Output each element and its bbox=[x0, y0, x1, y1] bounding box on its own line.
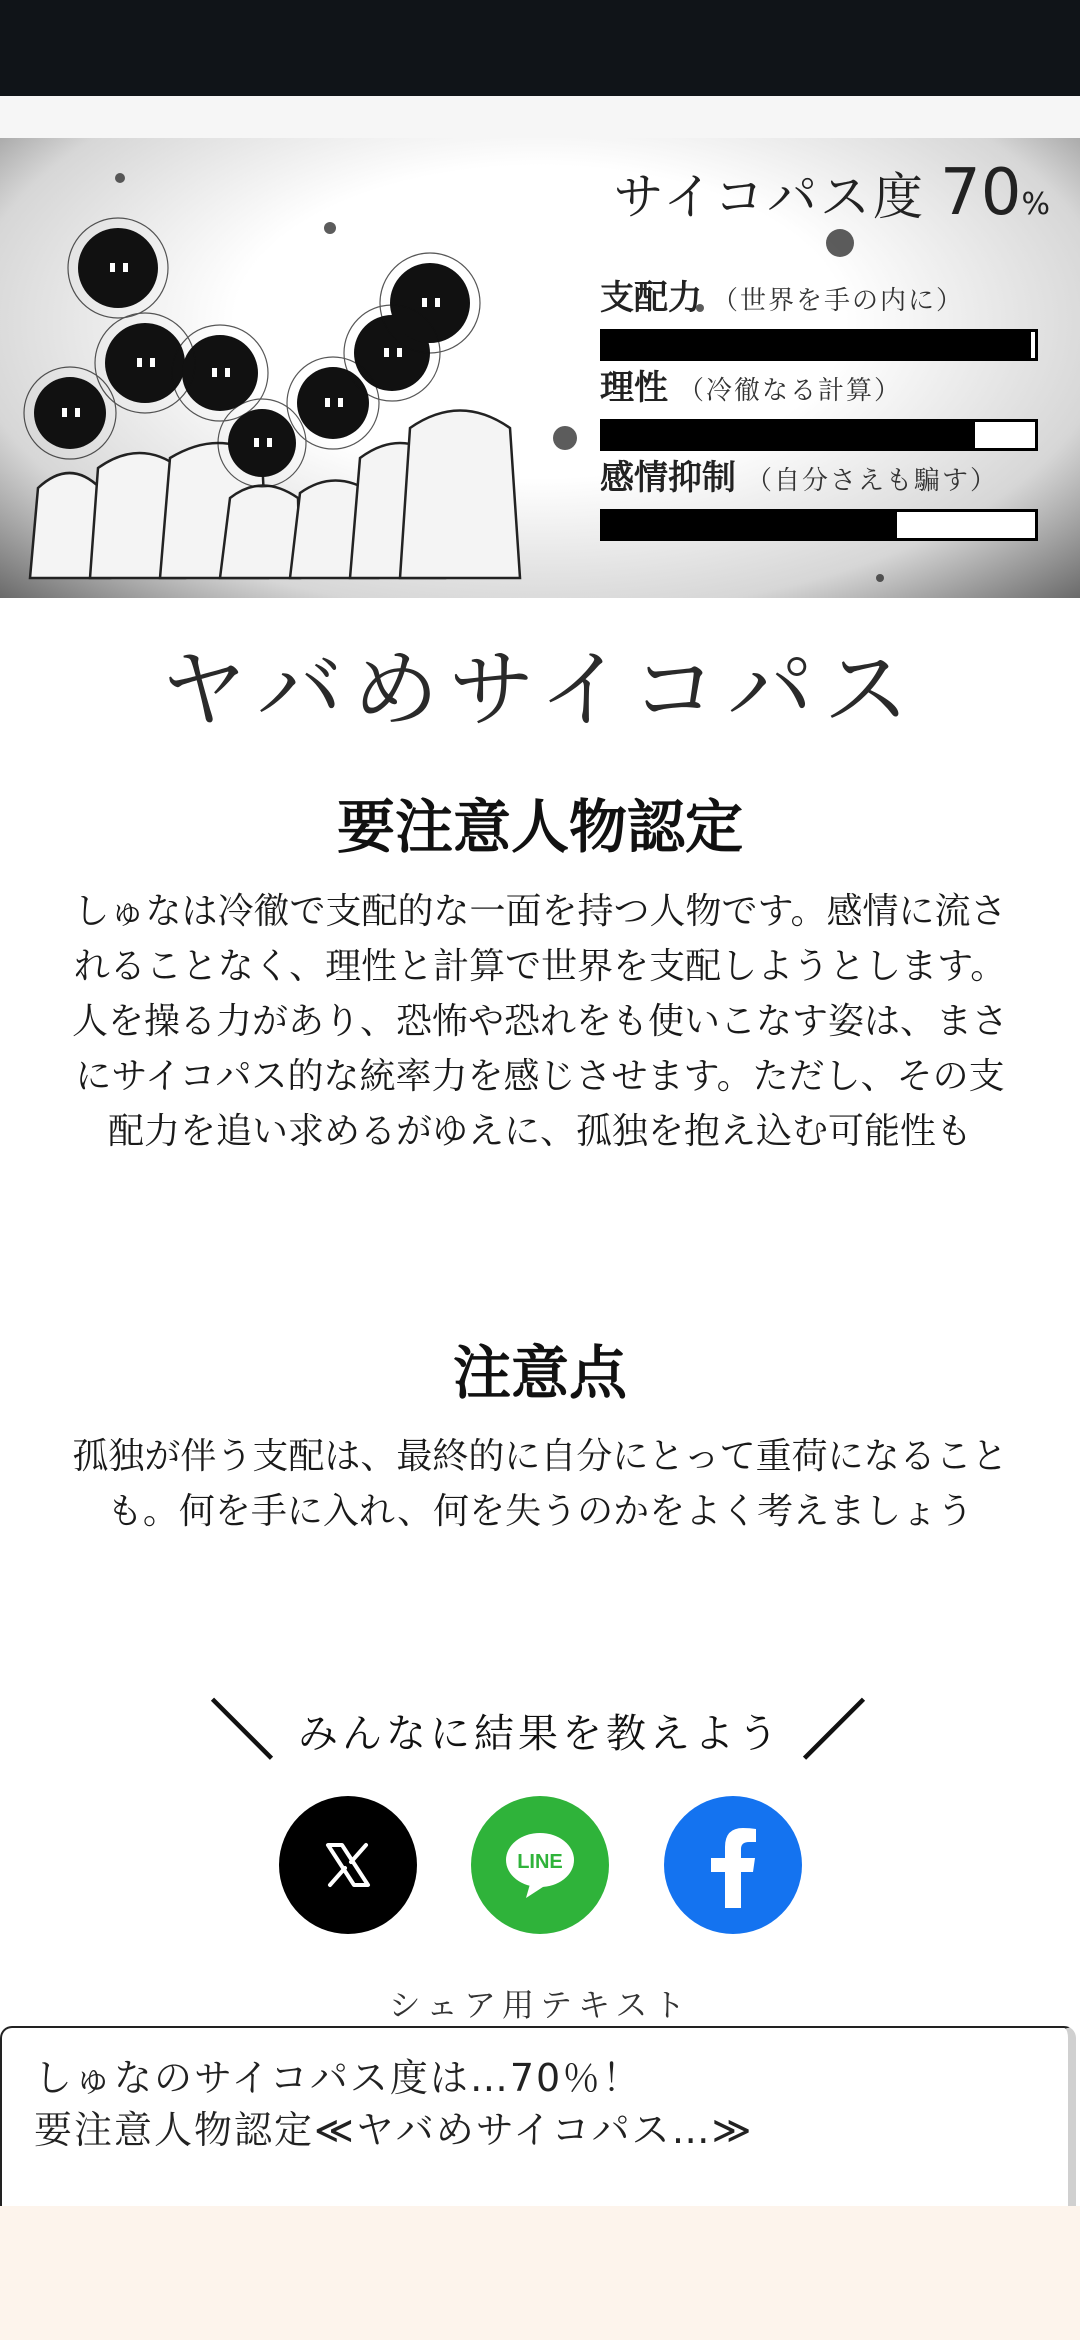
stat-reason bbox=[600, 360, 1040, 451]
stat-bar-fill bbox=[603, 512, 897, 538]
section-body-caution: 孤独が伴う支配は、最終的に自分にとって重荷になることも。何を手に入れ、何を失うのかをよく考えましょう bbox=[72, 1436, 1008, 1532]
stat-dominance bbox=[600, 270, 1040, 361]
status-bar bbox=[0, 0, 1080, 96]
stat-bar-fill bbox=[603, 332, 1031, 358]
line-logo-label: LINE bbox=[517, 1851, 563, 1873]
stat-bar bbox=[600, 509, 1038, 541]
psychopathy-value: 70 bbox=[940, 156, 1022, 230]
share-text-line: 要注意人物認定≪ヤバめサイコパス…≫ bbox=[34, 2108, 754, 2152]
stat-name: 支配力 bbox=[600, 278, 702, 318]
top-spacer bbox=[0, 96, 1080, 138]
result-type-title: ヤバめサイコパス bbox=[160, 640, 920, 740]
section-title-caution: 注意点 bbox=[452, 1339, 627, 1407]
stat-bar-fill bbox=[603, 422, 975, 448]
stat-emotion-control bbox=[600, 450, 1040, 541]
psychopathy-score bbox=[580, 158, 1050, 228]
share-line-button[interactable] bbox=[471, 1796, 609, 1934]
share-heading-text: みんなに結果を教えよう bbox=[298, 1711, 782, 1757]
stat-note: （冷徹なる計算） bbox=[678, 376, 903, 406]
share-heading bbox=[0, 1680, 1080, 1772]
psychopathy-label: サイコパス度 bbox=[613, 168, 927, 226]
share-text-line: しゅなのサイコパス度は…70％！ bbox=[34, 2056, 643, 2100]
stat-name: 理性 bbox=[600, 368, 668, 408]
result-hero-image bbox=[0, 138, 1080, 598]
share-text-label: シェア用テキスト bbox=[388, 1986, 692, 2024]
slash-right-icon: ／ bbox=[802, 1695, 870, 1769]
facebook-logo-icon bbox=[703, 1820, 763, 1910]
share-facebook-button[interactable] bbox=[664, 1796, 802, 1934]
stat-bar bbox=[600, 329, 1038, 361]
psychopathy-unit: % bbox=[1021, 186, 1050, 222]
slash-left-icon: ＼ bbox=[210, 1695, 278, 1769]
stat-note: （自分さえも騙す） bbox=[746, 466, 999, 496]
section-title-warning: 要注意人物認定 bbox=[336, 793, 743, 861]
stat-bar bbox=[600, 419, 1038, 451]
share-x-button[interactable] bbox=[279, 1796, 417, 1934]
section-body-description: しゅなは冷徹で支配的な一面を持つ人物です。感情に流されることなく、理性と計算で世界を支配しようとします。人を操る力があり、恐怖や恐れをも使いこなす姿は、まさにサイコパス的な統率力を感じさせます。ただし、その支配力を追い求めるがゆえに、孤独を抱え込む可能性も bbox=[71, 891, 1008, 1152]
x-logo-icon bbox=[322, 1839, 374, 1891]
line-logo-icon bbox=[502, 1830, 578, 1900]
stat-name: 感情抑制 bbox=[600, 458, 736, 498]
stat-note: （世界を手の内に） bbox=[712, 286, 965, 316]
footer-area bbox=[0, 2206, 1080, 2340]
